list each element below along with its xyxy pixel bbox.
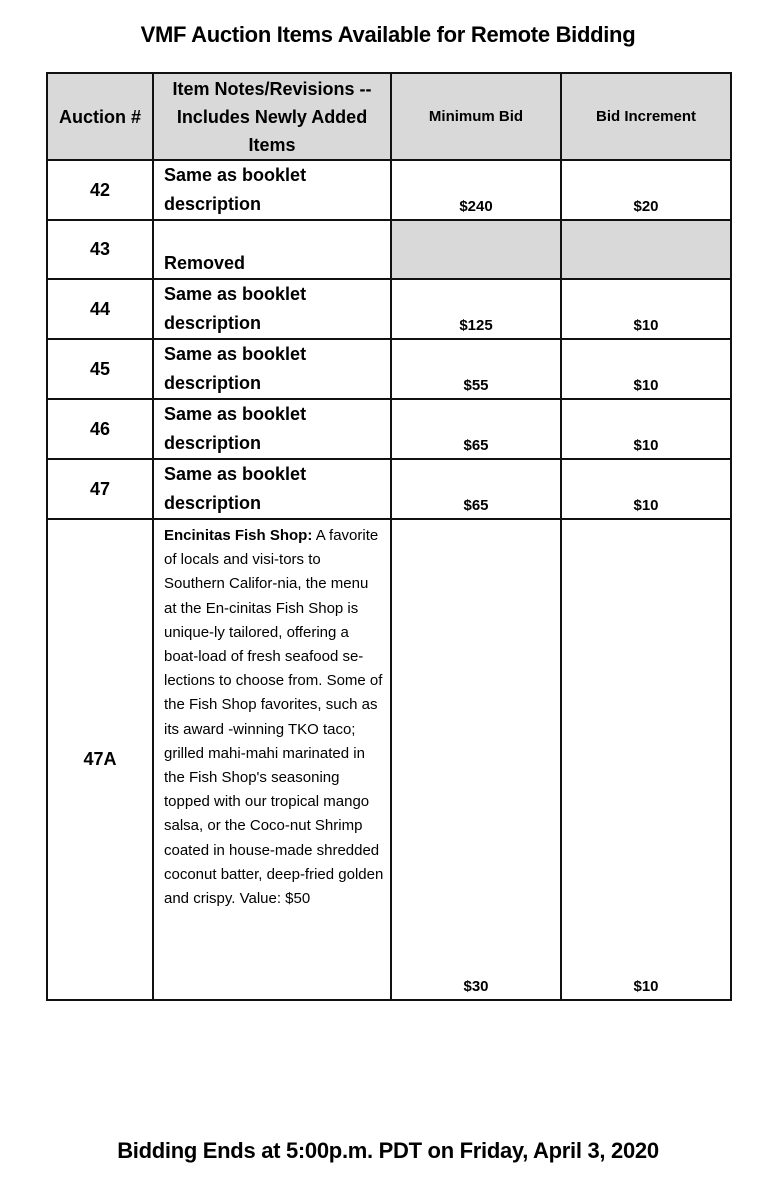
table-row: [47, 160, 731, 220]
table-row: [47, 459, 731, 519]
auction-items-table: [46, 72, 732, 1001]
item-note: Same as booklet description: [153, 160, 391, 220]
bid-increment: $10: [561, 339, 731, 399]
table-row: [47, 220, 731, 279]
minimum-bid: $55: [391, 339, 561, 399]
auction-number: 42: [47, 160, 153, 220]
auction-number: 43: [47, 220, 153, 279]
item-note: Same as booklet description: [153, 459, 391, 519]
bid-increment: $10: [561, 519, 731, 1000]
auction-number: 47: [47, 459, 153, 519]
bid-increment: $10: [561, 459, 731, 519]
header-bid-increment: Bid Increment: [561, 73, 731, 160]
table-row: [47, 399, 731, 459]
bidding-deadline: Bidding Ends at 5:00p.m. PDT on Friday, April 3, 2020: [117, 1138, 659, 1163]
bid-increment: $20: [561, 160, 731, 220]
auction-number: 45: [47, 339, 153, 399]
page-title: VMF Auction Items Available for Remote Bidding: [140, 22, 636, 47]
minimum-bid: $240: [391, 160, 561, 220]
table-header-row: [47, 73, 731, 160]
item-description-text: A favorite of locals and visi-tors to Southern Califor-nia, the menu at the En-cinitas Fish Shop is unique-ly tailored, offering a boat-load of fresh seafood se-lections to choose from. Some of the Fish Shop favorites, such as its award -winning TKO taco; grilled mahi-mahi marinated in the Fish Shop's seasoning topped with our tropical mango salsa, or the Coco-nut Shrimp coated in house-made shredded coconut batter, deep-fried golden and crispy. Value: $50: [164, 527, 384, 908]
item-name: Encinitas Fish Shop:: [164, 527, 313, 544]
minimum-bid: $65: [391, 399, 561, 459]
bid-increment: $10: [561, 279, 731, 339]
table-row: [47, 519, 731, 1000]
item-note: Same as booklet description: [153, 399, 391, 459]
minimum-bid: $125: [391, 279, 561, 339]
bid-increment: $10: [561, 399, 731, 459]
auction-number: 44: [47, 279, 153, 339]
item-note: Same as booklet description: [153, 279, 391, 339]
table-row: [47, 279, 731, 339]
auction-number: 46: [47, 399, 153, 459]
item-description: [153, 519, 391, 1000]
minimum-bid: $30: [391, 519, 561, 1000]
item-note: Same as booklet description: [153, 339, 391, 399]
auction-number: 47A: [47, 519, 153, 1000]
bid-increment: [561, 220, 731, 279]
header-auction-number: Auction #: [47, 73, 153, 160]
minimum-bid: $65: [391, 459, 561, 519]
header-item-notes: Item Notes/Revisions -- Includes Newly Added Items: [153, 73, 391, 160]
minimum-bid: [391, 220, 561, 279]
header-minimum-bid: Minimum Bid: [391, 73, 561, 160]
item-note: Removed: [153, 220, 391, 279]
table-row: [47, 339, 731, 399]
